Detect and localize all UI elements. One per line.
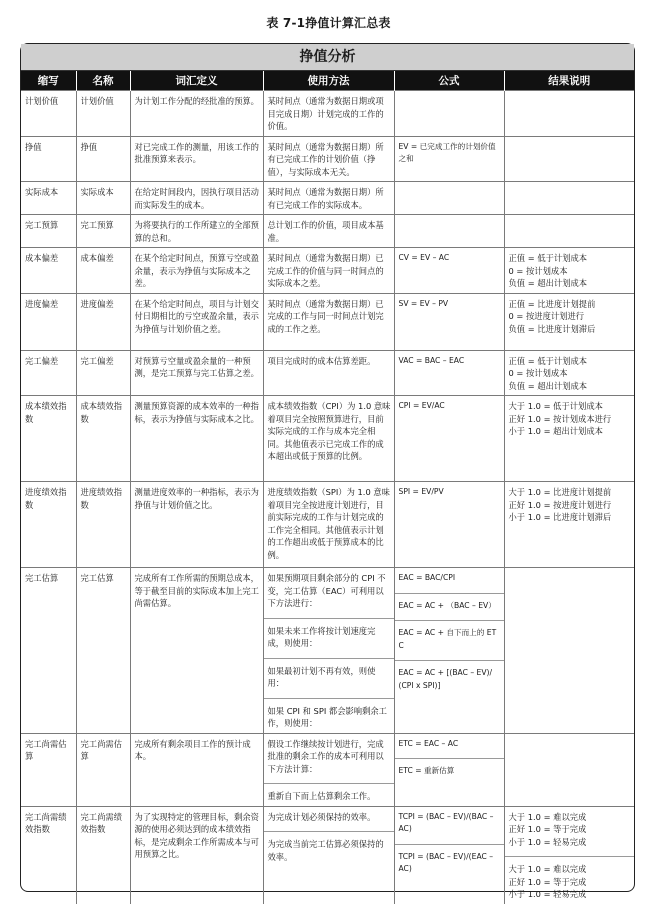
cell-usage-segment: 某时间点（通常为数据日期）所有已完成工作的计划价值（挣值），与实际成本无关。	[267, 141, 384, 177]
cell-definition: 在某个给定时间点，预算亏空或盈余量，表示为挣值与实际成本之差。	[130, 248, 263, 294]
cell-definition: 完成所有剩余项目工作的预计成本。	[130, 733, 263, 806]
cell-usage-segment: 假设工作继续按计划进行，完成批准的剩余工作的成本可利用以下方法计算：	[267, 738, 384, 774]
cell-formula-segment	[399, 95, 501, 107]
cell-usage-segment: 为完成计划必须保持的效率。	[267, 811, 376, 822]
table-row	[21, 568, 634, 734]
cell-usage	[263, 91, 394, 137]
table-row	[21, 806, 634, 904]
cell-result	[504, 396, 634, 482]
cell-name: 实际成本	[76, 182, 130, 215]
cell-definition: 为计划工作分配的经批准的预算。	[130, 91, 263, 137]
cell-name: 进度绩效指数	[76, 482, 130, 568]
cell-abbr: 实际成本	[21, 182, 76, 215]
cell-formula	[394, 568, 504, 734]
cell-result	[504, 91, 634, 137]
section-title: 挣值分析	[21, 44, 634, 71]
earned-value-table-frame	[20, 43, 635, 899]
cell-result-segment: 大于 1.0 = 难以完成 正好 1.0 = 等于完成 小于 1.0 = 轻易完成	[505, 856, 635, 901]
table-row	[21, 248, 634, 294]
cell-formula	[394, 215, 504, 248]
cell-abbr: 完工尚需估算	[21, 733, 76, 806]
cell-formula	[394, 182, 504, 215]
cell-formula	[394, 91, 504, 137]
table-row	[21, 733, 634, 806]
cell-usage-segment: 如果 CPI 和 SPI 都会影响剩余工作，则使用：	[264, 698, 394, 730]
table-row	[21, 91, 634, 137]
cell-usage-segment: 成本绩效指数（CPI）为 1.0 意味着项目完全按照预算进行，目前实际完成的工作与成本完全相同。其他值表示已完成工作的成本超出或低于预算的比例。	[267, 401, 391, 461]
cell-result-segment	[509, 95, 632, 107]
cell-name: 成本绩效指数	[76, 396, 130, 482]
cell-formula-segment: EAC = AC + [(BAC – EV)/ (CPI x SPI)]	[395, 660, 504, 692]
cell-formula-segment: CV = EV – AC	[398, 253, 450, 262]
table-row	[21, 182, 634, 215]
cell-abbr: 进度绩效指数	[21, 482, 76, 568]
cell-formula-segment: VAC = BAC – EAC	[398, 355, 465, 365]
cell-usage-segment: 项目完成时的成本估算差距。	[267, 355, 376, 366]
cell-result	[504, 248, 634, 294]
cell-usage-segment: 如果最初计划不再有效，则使用：	[264, 658, 394, 690]
cell-usage	[263, 182, 394, 215]
cell-formula-segment: EAC = BAC/CPI	[398, 573, 456, 582]
cell-result-segment	[509, 572, 632, 584]
cell-formula	[394, 806, 504, 904]
cell-usage	[263, 482, 394, 568]
table-body	[21, 91, 634, 904]
cell-abbr: 成本偏差	[21, 248, 76, 294]
cell-definition: 完成所有工作所需的预期总成本，等于截至目前的实际成本加上完工尚需估算。	[130, 568, 263, 734]
cell-formula	[394, 136, 504, 182]
cell-result	[504, 215, 634, 248]
cell-result	[504, 733, 634, 806]
cell-usage-segment: 总计划工作的价值，项目成本基准。	[267, 220, 384, 243]
cell-definition: 测量进度效率的一种指标，表示为挣值与计划价值之比。	[130, 482, 263, 568]
cell-result	[504, 568, 634, 734]
table-row	[21, 396, 634, 482]
cell-usage	[263, 215, 394, 248]
column-header-abbr: 缩写	[21, 71, 76, 91]
cell-formula-segment: EAC = AC + 自下而上的 ETC	[395, 620, 504, 652]
cell-name: 计划价值	[76, 91, 130, 137]
cell-abbr: 完工尚需绩效指数	[21, 806, 76, 904]
column-header-result: 结果说明	[504, 71, 634, 91]
column-header-definition: 词汇定义	[130, 71, 263, 91]
cell-formula-segment: ETC = 重新估算	[395, 758, 504, 778]
cell-abbr: 进度偏差	[21, 293, 76, 350]
cell-abbr: 完工偏差	[21, 350, 76, 396]
table-row	[21, 215, 634, 248]
cell-formula-segment: TCPI = (BAC – EV)/(BAC – AC)	[398, 811, 494, 833]
cell-usage-segment: 如果预期项目剩余部分的 CPI 不变，完工估算（EAC）可利用以下方法进行：	[267, 573, 386, 608]
cell-usage-segment: 某时间点（通常为数据日期）已完成工作的价值与同一时间点的实际成本之差。	[267, 253, 384, 288]
cell-result-segment	[509, 141, 632, 153]
cell-definition: 为将要执行的工作所建立的全部预算的总和。	[130, 215, 263, 248]
cell-name: 完工估算	[76, 568, 130, 734]
cell-result	[504, 806, 634, 904]
cell-abbr: 完工预算	[21, 215, 76, 248]
cell-formula-segment	[399, 186, 501, 198]
table-row	[21, 350, 634, 396]
cell-result-segment: 大于 1.0 = 难以完成 正好 1.0 = 等于完成 小于 1.0 = 轻易完成	[508, 811, 587, 847]
cell-abbr: 挣值	[21, 136, 76, 182]
cell-name: 挣值	[76, 136, 130, 182]
earned-value-table	[21, 71, 634, 904]
cell-usage	[263, 350, 394, 396]
cell-definition: 对已完成工作的测量，用该工作的批准预算来表示。	[130, 136, 263, 182]
cell-result-segment: 正值 = 低于计划成本 0 = 按计划成本 负值 = 超出计划成本	[508, 355, 588, 391]
cell-usage	[263, 136, 394, 182]
cell-formula	[394, 482, 504, 568]
cell-name: 完工预算	[76, 215, 130, 248]
cell-usage	[263, 568, 394, 734]
cell-definition: 测量预算资源的成本效率的一种指标，表示为挣值与实际成本之比。	[130, 396, 263, 482]
cell-usage	[263, 293, 394, 350]
cell-usage	[263, 396, 394, 482]
cell-definition: 为了实现特定的管理目标，剩余资源的使用必须达到的成本绩效指标，是完成剩余工作所需成本与可用预算之比。	[130, 806, 263, 904]
cell-formula	[394, 248, 504, 294]
cell-result-segment: 大于 1.0 = 低于计划成本 正好 1.0 = 按计划成本进行 小于 1.0 = 超出计划成本	[508, 401, 612, 436]
cell-formula	[394, 350, 504, 396]
cell-formula-segment: TCPI = (BAC – EV)/(EAC – AC)	[395, 844, 504, 876]
column-header-usage: 使用方法	[263, 71, 394, 91]
cell-name: 完工尚需估算	[76, 733, 130, 806]
cell-usage	[263, 248, 394, 294]
cell-definition: 在某个给定时间点，项目与计划交付日期相比的亏空或盈余量，表示为挣值与计划价值之差。	[130, 293, 263, 350]
cell-name: 进度偏差	[76, 293, 130, 350]
cell-usage-segment: 重新自下而上估算剩余工作。	[264, 783, 394, 803]
cell-result	[504, 350, 634, 396]
cell-result	[504, 293, 634, 350]
table-header-row	[21, 71, 634, 91]
cell-usage-segment: 为完成当前完工估算必须保持的效率。	[264, 831, 394, 863]
cell-formula	[394, 293, 504, 350]
cell-formula-segment: ETC = EAC – AC	[398, 738, 459, 748]
cell-result	[504, 136, 634, 182]
cell-name: 完工尚需绩效指数	[76, 806, 130, 904]
cell-usage-segment: 某时间点（通常为数据日期）已完成的工作与同一时间点计划完成的工作之差。	[267, 298, 384, 334]
cell-result	[504, 182, 634, 215]
cell-usage-segment: 某时间点（通常为数据日期）所有已完成工作的实际成本。	[267, 187, 384, 210]
cell-formula-segment: SPI = EV/PV	[398, 487, 444, 496]
cell-result-segment: 大于 1.0 = 比进度计划提前 正好 1.0 = 按进度计划进行 小于 1.0 = 比进度计划滞后	[508, 487, 612, 522]
cell-formula-segment	[399, 219, 501, 231]
cell-usage-segment: 某时间点（通常为数据日期或项目完成日期）计划完成的工作的价值。	[267, 96, 384, 131]
cell-result-segment: 正值 = 比进度计划提前 0 = 按进度计划进行 负值 = 比进度计划滞后	[508, 298, 596, 334]
table-row	[21, 293, 634, 350]
column-header-formula: 公式	[394, 71, 504, 91]
cell-formula	[394, 396, 504, 482]
column-header-name: 名称	[76, 71, 130, 91]
cell-usage-segment: 如果未来工作将按计划速度完成，则使用：	[264, 618, 394, 650]
cell-result-segment	[509, 219, 632, 231]
cell-formula-segment: EAC = AC + （BAC – EV）	[395, 593, 504, 613]
cell-usage	[263, 733, 394, 806]
cell-name: 成本偏差	[76, 248, 130, 294]
cell-abbr: 完工估算	[21, 568, 76, 734]
document-title: 表 7-1挣值计算汇总表	[266, 16, 391, 30]
cell-result	[504, 482, 634, 568]
cell-abbr: 成本绩效指数	[21, 396, 76, 482]
cell-usage	[263, 806, 394, 904]
cell-formula-segment: EV = 已完成工作的计划价值之和	[398, 141, 496, 163]
cell-abbr: 计划价值	[21, 91, 76, 137]
table-row	[21, 482, 634, 568]
cell-formula	[394, 733, 504, 806]
cell-definition: 在给定时间段内，因执行项目活动而实际发生的成本。	[130, 182, 263, 215]
cell-result-segment	[509, 738, 632, 750]
cell-result-segment: 正值 = 低于计划成本 0 = 按计划成本 负值 = 超出计划成本	[508, 253, 588, 288]
cell-result-segment	[509, 186, 632, 198]
cell-formula-segment: SV = EV – PV	[398, 298, 449, 308]
table-row	[21, 136, 634, 182]
cell-formula-segment: CPI = EV/AC	[398, 401, 445, 410]
cell-usage-segment: 进度绩效指数（SPI）为 1.0 意味着项目完全按进度计划进行，目前实际完成的工作与计划完成的工作完全相同。其他值表示计划的工作超出或低于预算成本的比例。	[267, 487, 390, 560]
cell-definition: 对预算亏空量或盈余量的一种预测，是完工预算与完工估算之差。	[130, 350, 263, 396]
cell-name: 完工偏差	[76, 350, 130, 396]
